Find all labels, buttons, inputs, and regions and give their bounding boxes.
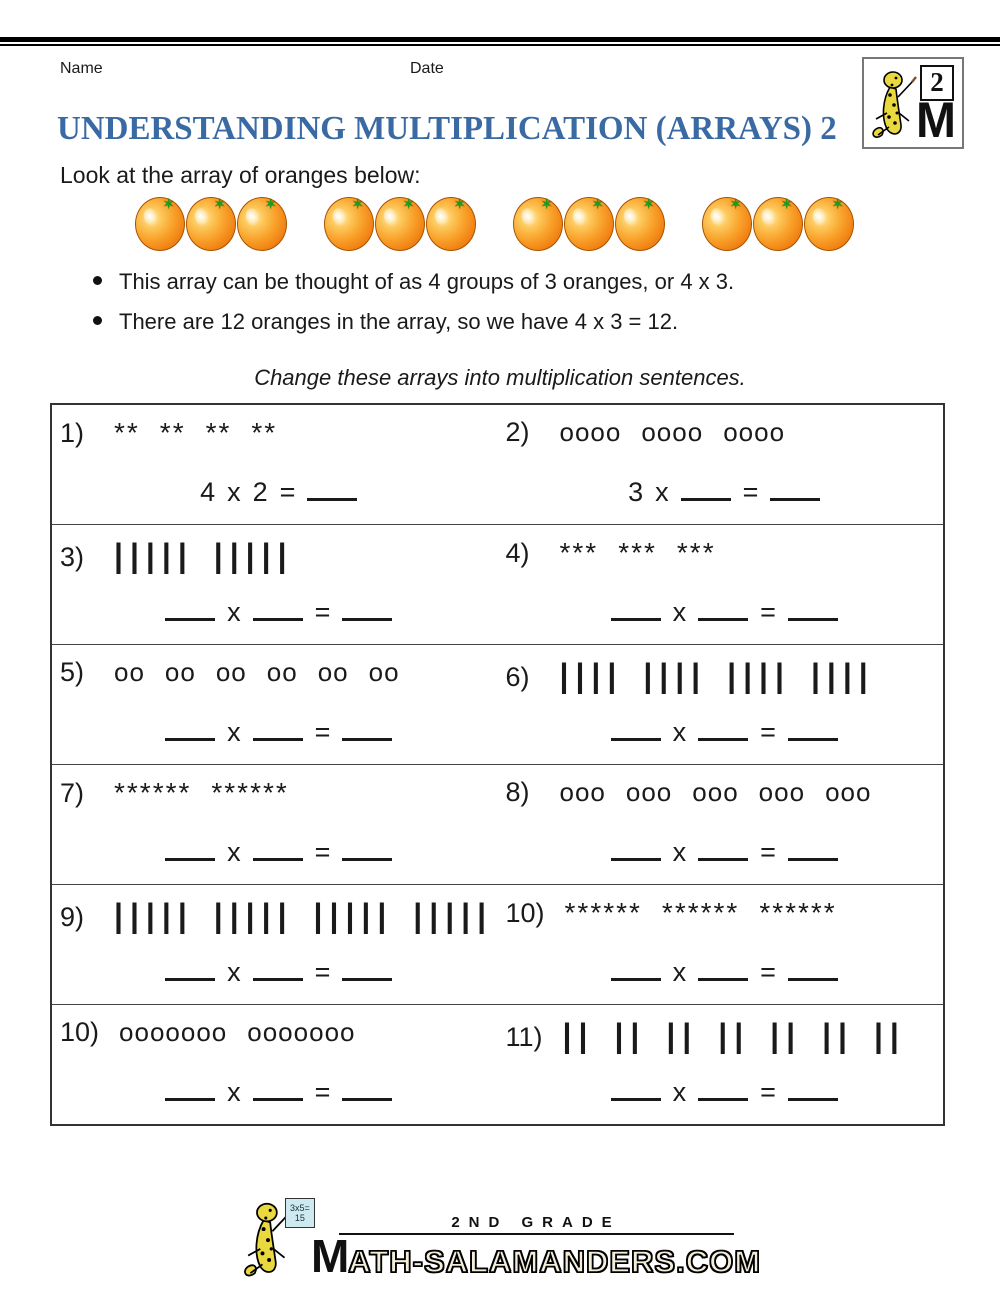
array-group: oooo <box>641 417 704 447</box>
problem-array <box>563 1017 926 1054</box>
problem-number: 4) <box>505 538 530 568</box>
problem-equation <box>506 475 944 508</box>
array-group: *** <box>559 537 599 568</box>
problem-row <box>52 405 943 524</box>
equation-token: x <box>672 716 687 747</box>
footer-salamander <box>239 1196 309 1282</box>
problem-cell <box>52 885 498 1004</box>
array-group: ooo <box>758 777 806 807</box>
array-group: ****** <box>661 897 740 928</box>
problem-array <box>114 897 498 934</box>
board-line1: 3x5= <box>290 1203 310 1213</box>
equation-token: x <box>227 716 241 747</box>
orange <box>513 197 563 251</box>
problem-number: 10) <box>60 1017 100 1047</box>
problem-equation <box>60 835 498 868</box>
problem-row <box>52 1004 943 1124</box>
header-row <box>60 60 945 84</box>
orange <box>702 197 752 251</box>
array-group: ** <box>205 417 232 448</box>
orange-group <box>324 197 477 253</box>
array-group: ** <box>159 417 186 448</box>
orange <box>237 197 287 251</box>
equation-token: x <box>227 596 241 627</box>
array-group: *** <box>618 537 657 568</box>
date-label: Date <box>410 60 444 77</box>
problem-row <box>52 524 943 644</box>
problem-equation <box>60 475 498 508</box>
problem-equation <box>60 595 498 628</box>
problem-array <box>560 657 895 694</box>
name-label: Name <box>60 60 103 77</box>
page-title: UNDERSTANDING MULTIPLICATION (ARRAYS) 2 <box>57 110 837 147</box>
problem-cell <box>498 405 944 524</box>
orange <box>135 197 185 251</box>
equation-token: x <box>672 596 687 627</box>
footer-math-board <box>285 1198 315 1228</box>
problem-array <box>114 537 314 574</box>
array-group: ooo <box>559 777 606 807</box>
problem-number: 6) <box>505 662 530 692</box>
array-group: oo <box>266 657 298 687</box>
equation-blank <box>788 715 838 741</box>
equation-blank <box>611 835 661 861</box>
array-group: ooo <box>825 777 872 807</box>
orange <box>375 197 425 251</box>
problem-equation <box>506 835 944 868</box>
equation-blank <box>165 955 215 981</box>
equation-blank <box>611 955 661 981</box>
footer-text <box>311 1214 761 1283</box>
equation-blank <box>788 835 838 861</box>
array-group: ||||| <box>114 536 194 574</box>
array-group: ooo <box>692 777 739 807</box>
wordmark-initial: M <box>310 1230 351 1282</box>
problem-array <box>560 537 736 569</box>
equation-blank <box>253 595 303 621</box>
array-group: oo <box>368 657 400 687</box>
problem-array <box>114 657 420 688</box>
array-group: || <box>873 1016 906 1054</box>
problem-number: 8) <box>505 777 530 807</box>
orange-group <box>702 197 855 253</box>
equation-blank <box>253 1075 303 1101</box>
bullet-dot-icon <box>93 316 102 325</box>
equation-token: x <box>227 956 241 987</box>
problem-cell <box>498 1005 944 1124</box>
array-group: oooo <box>559 417 622 447</box>
problem-cell <box>52 525 498 644</box>
orange-group <box>513 197 666 253</box>
equation-blank <box>165 715 215 741</box>
array-group: || <box>770 1016 803 1054</box>
problem-equation <box>506 1075 944 1108</box>
footer-wordmark <box>310 1230 762 1282</box>
equation-token: x <box>672 956 687 987</box>
problem-cell <box>52 645 498 764</box>
bullet-text: This array can be thought of as 4 groups of 3 oranges, or 4 x 3. <box>119 269 735 294</box>
problem-number: 10) <box>505 898 545 928</box>
array-group: |||| <box>643 656 708 694</box>
equation-token: x <box>655 476 669 507</box>
equation-token: = <box>742 476 759 507</box>
problem-cell <box>498 525 944 644</box>
equation-token: x <box>227 1076 241 1107</box>
equation-token: = <box>314 956 331 987</box>
array-group: ****** <box>114 777 192 808</box>
instruction-text: Change these arrays into multiplication sentences. <box>254 365 746 390</box>
problem-row <box>52 644 943 764</box>
problem-number: 5) <box>60 657 85 687</box>
equation-blank <box>165 595 215 621</box>
problem-array <box>119 1017 375 1048</box>
array-group: *** <box>676 537 716 568</box>
problem-cell <box>498 885 944 1004</box>
problem-equation <box>506 715 944 748</box>
array-group: || <box>718 1016 751 1054</box>
problem-row <box>52 884 943 1004</box>
equation-blank <box>788 1075 838 1101</box>
problem-array <box>114 417 297 449</box>
array-group: oo <box>215 657 247 687</box>
array-group: |||| <box>810 656 875 694</box>
problem-number: 11) <box>505 1022 543 1052</box>
problem-number: 2) <box>505 417 530 447</box>
problem-equation <box>60 955 498 988</box>
problem-equation <box>506 955 944 988</box>
array-group: oo <box>114 657 145 687</box>
wordmark-rest: ATH-SALAMANDERS.COM <box>348 1244 762 1279</box>
equation-blank <box>253 955 303 981</box>
equation-token: = <box>760 956 776 987</box>
equation-token: = <box>760 716 776 747</box>
array-group: |||| <box>727 656 791 694</box>
orange-group <box>135 197 288 253</box>
problem-cell <box>52 1005 498 1124</box>
array-group: oo <box>317 657 349 687</box>
equation-token: x <box>227 476 241 507</box>
problem-equation <box>60 715 498 748</box>
top-rule-thick <box>0 37 1000 42</box>
array-group: ****** <box>759 897 837 928</box>
equation-blank <box>788 595 838 621</box>
intro-text: Look at the array of oranges below: <box>60 162 421 188</box>
array-group: ****** <box>564 897 642 928</box>
array-group: || <box>562 1016 595 1054</box>
orange <box>753 197 803 251</box>
problem-number: 1) <box>60 418 85 448</box>
bullet-list <box>93 269 1000 335</box>
footer-grade-label: 2ND GRADE <box>451 1213 621 1231</box>
equation-token: x <box>227 836 241 867</box>
equation-blank <box>611 1075 661 1101</box>
equation-token: = <box>760 836 776 867</box>
bullet-item <box>93 269 1000 295</box>
array-group: || <box>822 1016 854 1054</box>
array-group: ooooooo <box>247 1017 356 1047</box>
equation-blank <box>698 715 748 741</box>
problem-array <box>565 897 857 929</box>
orange <box>324 197 374 251</box>
array-group: || <box>666 1016 699 1054</box>
array-group: oo <box>164 657 196 687</box>
equation-blank <box>681 475 731 501</box>
orange <box>564 197 614 251</box>
equation-blank <box>611 715 661 741</box>
array-group: ||||| <box>114 896 194 934</box>
problem-array <box>560 417 806 448</box>
equation-blank <box>342 1075 392 1101</box>
bullet-text: There are 12 oranges in the array, so we have 4 x 3 = 12. <box>119 309 679 334</box>
problem-cell <box>498 645 944 764</box>
logo-number-board: 2 <box>920 65 954 101</box>
top-double-rule <box>0 37 1000 46</box>
array-group: ||||| <box>313 896 394 934</box>
equation-blank <box>698 955 748 981</box>
problem-number: 9) <box>60 902 85 932</box>
orange <box>804 197 854 251</box>
equation-token: x <box>672 836 687 867</box>
bullet-dot-icon <box>93 276 102 285</box>
equation-blank <box>307 475 357 501</box>
equation-token: = <box>314 716 331 747</box>
problem-array <box>560 777 892 808</box>
equation-blank <box>788 955 838 981</box>
logo-m-letter: M <box>916 92 956 149</box>
array-group: oooo <box>723 417 786 447</box>
orange <box>426 197 476 251</box>
equation-token: x <box>672 1076 687 1107</box>
equation-blank <box>342 715 392 741</box>
problem-number: 3) <box>60 542 85 572</box>
equation-blank <box>165 835 215 861</box>
footer-rule <box>339 1233 734 1236</box>
array-group: ||||| <box>413 896 494 934</box>
array-group: |||| <box>559 656 624 694</box>
equation-token: = <box>279 476 296 507</box>
orange <box>186 197 236 251</box>
equation-blank <box>342 595 392 621</box>
array-group: || <box>614 1016 647 1054</box>
problem-cell <box>498 765 944 884</box>
equation-token: = <box>314 1076 331 1107</box>
bullet-item <box>93 309 1000 335</box>
array-group: ooooooo <box>119 1017 228 1047</box>
equation-blank <box>698 1075 748 1101</box>
problem-cell <box>52 765 498 884</box>
equation-blank <box>253 835 303 861</box>
array-group: ****** <box>211 777 289 808</box>
equation-token: 4 <box>200 476 216 507</box>
equation-token: = <box>314 836 331 867</box>
array-group: ** <box>114 417 140 448</box>
equation-token: 3 <box>628 476 644 507</box>
footer-logo <box>0 1196 1000 1282</box>
orange <box>615 197 665 251</box>
problem-equation <box>506 595 944 628</box>
equation-blank <box>698 835 748 861</box>
equation-blank <box>611 595 661 621</box>
problem-row <box>52 764 943 884</box>
equation-blank <box>770 475 820 501</box>
problem-number: 7) <box>60 778 85 808</box>
problem-equation <box>60 1075 498 1108</box>
equation-blank <box>342 955 392 981</box>
problem-cell <box>52 405 498 524</box>
orange-array <box>135 197 1000 253</box>
equation-token: 2 <box>252 476 268 507</box>
equation-token: = <box>760 596 776 627</box>
equation-blank <box>698 595 748 621</box>
top-rule-thin <box>0 44 1000 46</box>
equation-blank <box>342 835 392 861</box>
array-group: ||||| <box>213 536 294 574</box>
equation-token: = <box>314 596 331 627</box>
problems-table <box>50 403 945 1126</box>
problem-array <box>114 777 309 809</box>
array-group: ||||| <box>213 896 294 934</box>
board-line2: 15 <box>294 1213 305 1223</box>
equation-token: = <box>760 1076 776 1107</box>
equation-blank <box>253 715 303 741</box>
equation-blank <box>165 1075 215 1101</box>
array-group: ooo <box>625 777 673 807</box>
array-group: ** <box>251 417 278 448</box>
